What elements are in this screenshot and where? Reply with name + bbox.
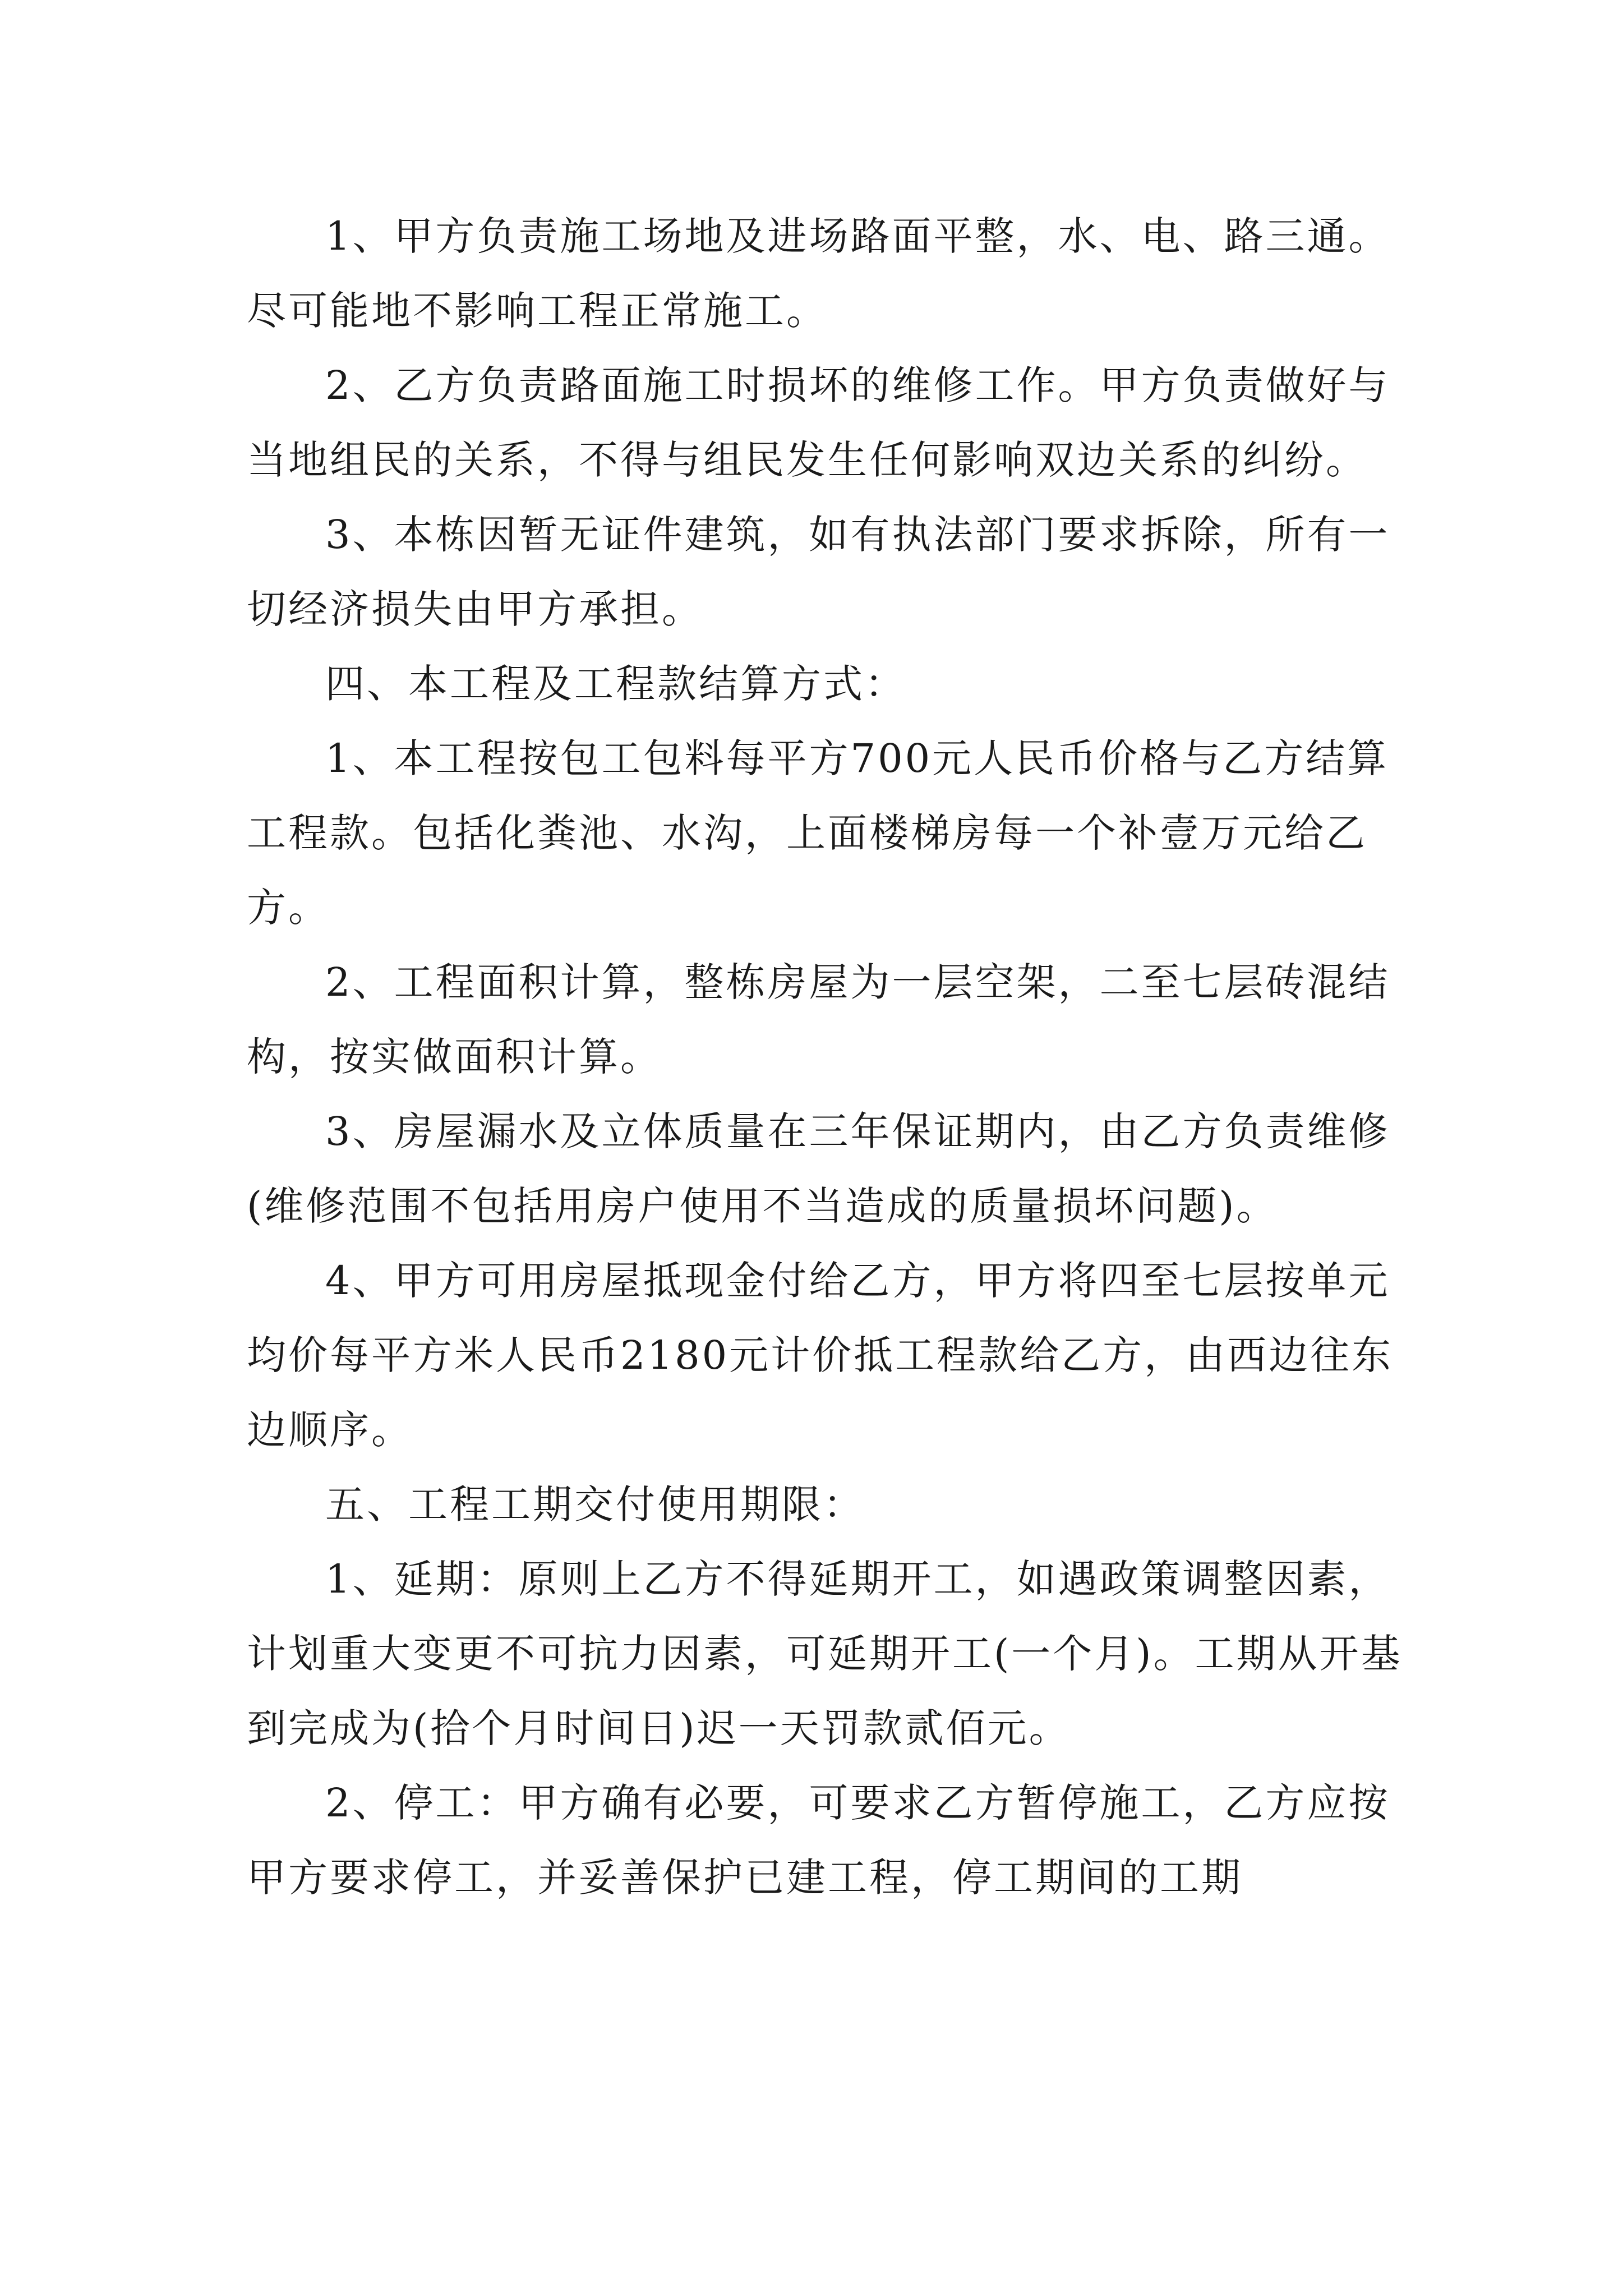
paragraph-clause-4-1: 1、本工程按包工包料每平方700元人民币价格与乙方结算工程款。包括化粪池、水沟，上面楼梯房每一个补壹万元给乙方。 — [247, 735, 1389, 931]
paragraph-clause-3-3: 3、本栋因暂无证件建筑，如有执法部门要求拆除，所有一切经济损失由甲方承担。 — [247, 512, 1390, 632]
paragraph-clause-4-3: 3、房屋漏水及立体质量在三年保证期内，由乙方负责维修(维修范围不包括用房户使用不当造成的质量损坏问题)。 — [247, 1108, 1390, 1229]
paragraph-clause-5-2: 2、停工：甲方确有必要，可要求乙方暂停施工，乙方应按甲方要求停工，并妥善保护已建工程，停工期间的工期 — [247, 1780, 1390, 1901]
paragraph-clause-4-2: 2、工程面积计算，整栋房屋为一层空架，二至七层砖混结构，按实做面积计算。 — [247, 959, 1390, 1080]
section-heading-schedule: 五、工程工期交付使用期限： — [325, 1481, 865, 1527]
paragraph-clause-3-1: 1、甲方负责施工场地及进场路面平整，水、电、路三通。尽可能地不影响工程正常施工。 — [247, 213, 1390, 334]
paragraph-clause-5-1: 1、延期：原则上乙方不得延期开工，如遇政策调整因素，计划重大变更不可抗力因素，可延期开工(一个月)。工期从开基到完成为(拾个月时间日)迟一天罚款贰佰元。 — [247, 1556, 1403, 1751]
section-heading-settlement: 四、本工程及工程款结算方式： — [325, 661, 906, 707]
paragraph-clause-4-4: 4、甲方可用房屋抵现金付给乙方，甲方将四至七层按单元均价每平方米人民币2180元计价抵工程款给乙方，由西边往东边顺序。 — [247, 1258, 1394, 1453]
paragraph-clause-3-2: 2、乙方负责路面施工时损坏的维修工作。甲方负责做好与当地组民的关系，不得与组民发生任何影响双边关系的纠纷。 — [247, 362, 1390, 483]
document-body — [247, 199, 1424, 1915]
